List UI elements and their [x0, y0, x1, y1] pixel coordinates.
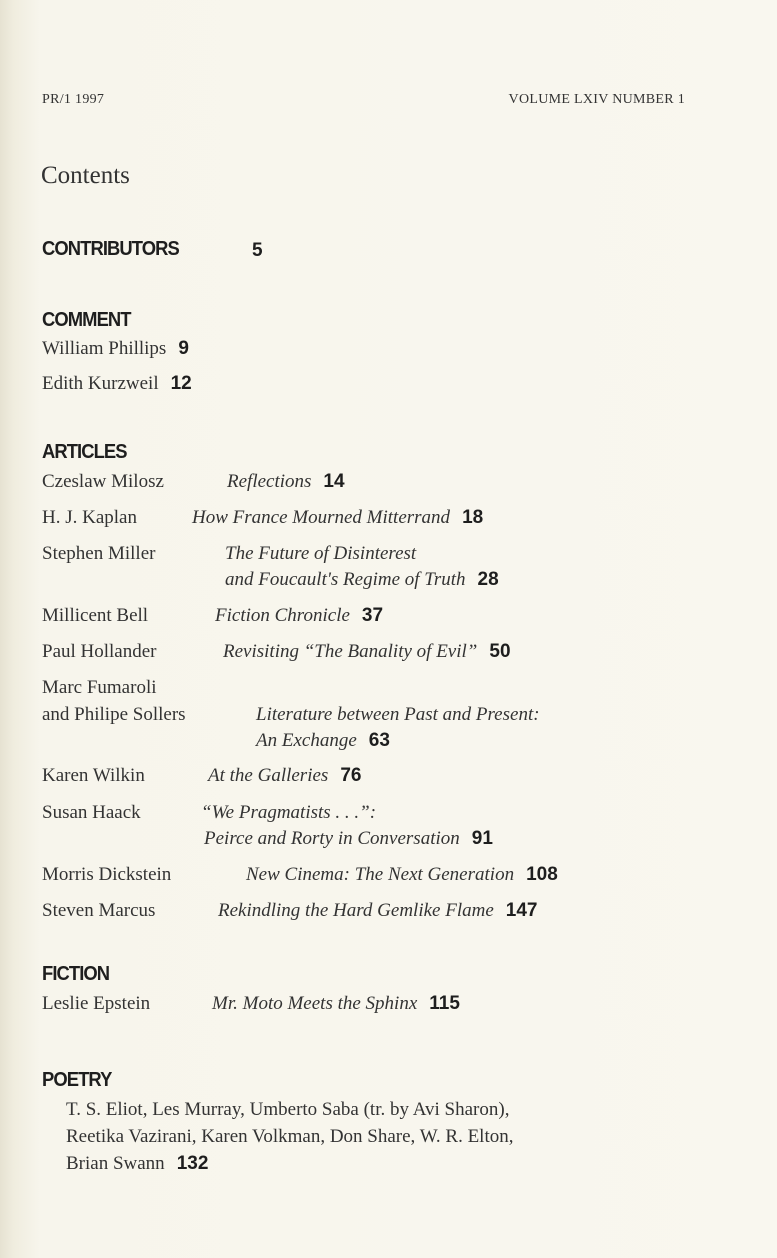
entry-title: Peirce and Rorty in Conversation [204, 828, 460, 849]
entry-title: Reflections [227, 471, 312, 492]
entry-page: 12 [170, 373, 192, 394]
entry-author: William Phillips [42, 338, 167, 359]
entry-page: 132 [176, 1153, 209, 1174]
entry-page: 37 [361, 605, 384, 626]
entry-author: Paul Hollander [42, 641, 157, 662]
poetry-heading: POETRY [42, 1069, 112, 1091]
poetry-line: T. S. Eliot, Les Murray, Umberto Saba (tr. by Avi Sharon), [66, 1099, 510, 1120]
comment-entry [42, 373, 192, 395]
entry-title: The Future of Disinterest [225, 543, 417, 564]
entry-author: H. J. Kaplan [42, 507, 137, 528]
entry-page: 9 [178, 338, 189, 359]
entry-page: 115 [429, 993, 460, 1014]
comment-heading: COMMENT [42, 309, 131, 331]
article-entry [218, 900, 537, 922]
entry-title: How France Mourned Mitterrand [192, 507, 451, 528]
entry-author: Edith Kurzweil [42, 373, 159, 394]
entry-author: Morris Dickstein [42, 864, 172, 885]
articles-heading: ARTICLES [42, 441, 127, 463]
entry-title: New Cinema: The Next Generation [246, 864, 515, 885]
poetry-line: Brian Swann [66, 1153, 165, 1174]
volume-label: VOLUME LXIV NUMBER 1 [508, 92, 685, 107]
fiction-entry [212, 993, 460, 1015]
entry-title: Revisiting “The Banality of Evil” [223, 641, 478, 662]
entry-author: Czeslaw Milosz [42, 471, 164, 492]
entry-page: 76 [340, 765, 362, 786]
article-entry [223, 641, 511, 663]
entry-page: 18 [462, 507, 484, 528]
entry-title: Mr. Moto Meets the Sphinx [212, 993, 418, 1014]
article-entry [204, 828, 493, 850]
entry-page: 91 [471, 828, 493, 849]
entry-page: 63 [368, 730, 390, 751]
entry-page: 108 [526, 864, 558, 885]
fiction-heading: FICTION [42, 963, 110, 985]
article-entry [192, 507, 483, 529]
entry-page: 50 [489, 641, 511, 662]
contributors-section [42, 238, 191, 261]
poetry-line: Reetika Vazirani, Karen Volkman, Don Share, W. R. Elton, [66, 1126, 514, 1147]
entry-page: 28 [477, 569, 499, 590]
entry-title: and Foucault's Regime of Truth [225, 569, 466, 590]
entry-title: Fiction Chronicle [215, 605, 350, 626]
article-entry [208, 765, 361, 787]
article-entry [225, 569, 499, 591]
entry-author: Karen Wilkin [42, 765, 145, 786]
entry-title: At the Galleries [208, 765, 329, 786]
entry-author: Marc Fumaroli [42, 677, 157, 698]
entry-author: and Philipe Sollers [42, 704, 186, 725]
entry-title: Literature between Past and Present: [256, 704, 540, 725]
contributors-heading: CONTRIBUTORS [42, 238, 179, 260]
entry-author: Susan Haack [42, 802, 141, 823]
entry-author: Leslie Epstein [42, 993, 151, 1014]
entry-title: An Exchange [256, 730, 357, 751]
article-entry [246, 864, 558, 886]
entry-page: 147 [505, 900, 538, 921]
contents-title: Contents [41, 162, 130, 189]
article-entry [215, 605, 383, 627]
entry-title: Rekindling the Hard Gemlike Flame [218, 900, 494, 921]
article-entry [256, 730, 390, 752]
poetry-entry [66, 1153, 208, 1175]
entry-author: Millicent Bell [42, 605, 149, 626]
entry-page: 14 [323, 471, 345, 492]
comment-entry [42, 338, 189, 360]
issue-label: PR/1 1997 [42, 92, 105, 107]
entry-author: Steven Marcus [42, 900, 156, 921]
contributors-page: 5 [252, 240, 263, 261]
entry-author: Stephen Miller [42, 543, 156, 564]
entry-title: “We Pragmatists . . .”: [201, 802, 377, 823]
article-entry [227, 471, 345, 493]
